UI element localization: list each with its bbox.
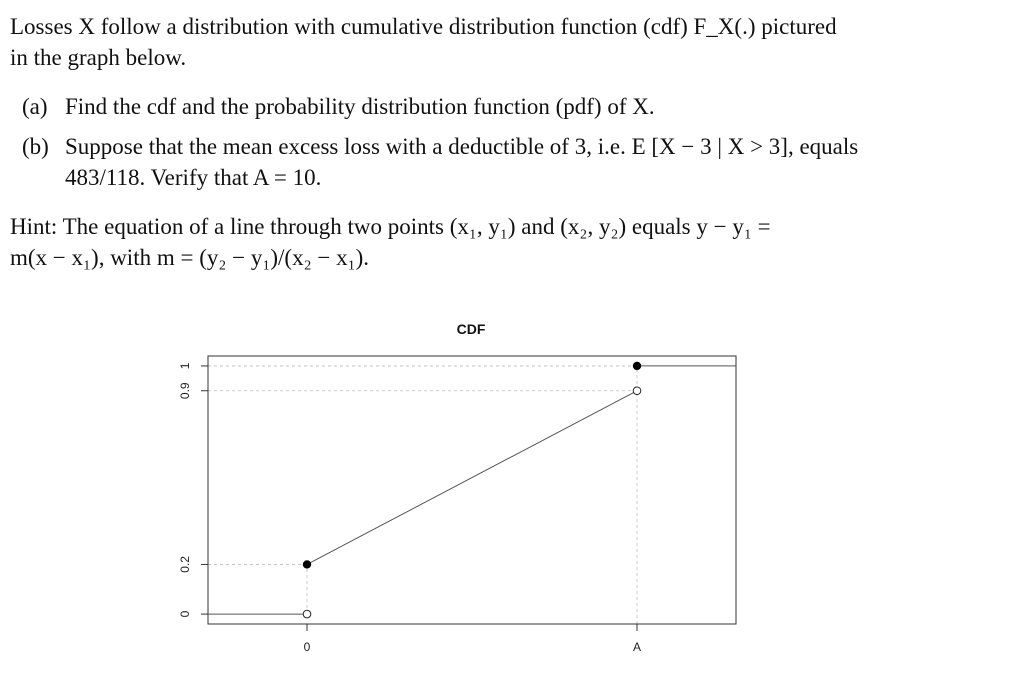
part-a-text: Find the cdf and the probability distribution function (pdf) of X. [65,94,655,119]
intro-line-1: Losses X follow a distribution with cumulative distribution function (cdf) F_X(.) pictured [10,14,837,39]
x-tick-label-1: A [632,640,642,654]
y-tick-label-1: 0.2 [178,556,193,573]
y-tick-label-2: 0.9 [178,382,193,400]
part-b-label: (b) [22,134,49,159]
cdf-segment-1 [307,391,637,565]
hint [10,211,970,273]
closed-point-1 [633,362,641,370]
part-b [10,131,970,193]
y-tick-label-3: 1 [178,362,193,370]
part-a-label: (a) [22,94,48,119]
hint-line-2: m(x − x₁), with m = (y₂ − y₁)/(x₂ − x₁). [10,245,369,270]
x-tick-label-0: 0 [303,640,311,654]
plot-frame [208,356,736,624]
problem-parts [10,91,970,202]
intro-line-2: in the graph below. [10,45,187,70]
hint-line-1: Hint: The equation of a line through two points (x₁, y₁) and (x₂, y₂) equals y − y₁ = [10,214,771,239]
cdf-chart-svg [150,312,770,672]
chart-title: CDF [456,321,486,337]
y-tick-label-0: 0 [178,610,193,618]
cdf-chart [150,312,770,672]
open-point-0 [303,610,311,618]
open-point-1 [633,387,641,395]
part-b-line-2: 483/118. Verify that A = 10. [65,165,322,190]
part-b-line-1: Suppose that the mean excess loss with a deductible of 3, i.e. E [X − 3 | X > 3], equals [65,134,859,159]
problem-intro [10,11,970,73]
closed-point-0 [303,560,311,568]
part-a [10,91,970,122]
